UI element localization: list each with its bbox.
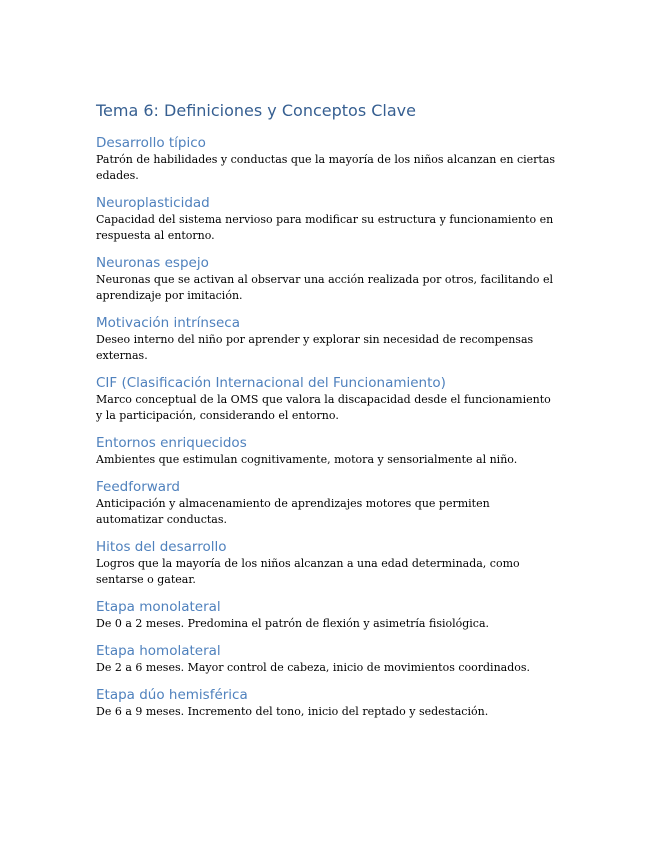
term-definition: De 2 a 6 meses. Mayor control de cabeza, inicio de movimientos coordinados. — [96, 661, 531, 674]
term-definition: Logros que la mayoría de los niños alcanzan a una edad determinada, como sentarse o gatear. — [96, 557, 520, 586]
definition-entry — [96, 374, 566, 424]
definition-entry — [96, 538, 566, 588]
term-definition: De 0 a 2 meses. Predomina el patrón de flexión y asimetría fisiológica. — [96, 617, 490, 630]
term-definition: Ambientes que estimulan cognitivamente, motora y sensorialmente al niño. — [96, 453, 518, 466]
term-heading: Etapa homolateral — [96, 643, 221, 659]
term-heading: Etapa monolateral — [96, 599, 221, 615]
term-definition: Capacidad del sistema nervioso para modificar su estructura y funcionamiento en respuesta al entorno. — [96, 213, 554, 242]
term-definition: Anticipación y almacenamiento de aprendizajes motores que permiten automatizar conductas. — [96, 497, 490, 526]
definition-entry — [96, 254, 566, 304]
term-heading: Neuroplasticidad — [96, 195, 210, 211]
term-definition: Patrón de habilidades y conductas que la mayoría de los niños alcanzan en ciertas edades. — [96, 153, 556, 182]
term-heading: Entornos enriquecidos — [96, 435, 247, 451]
term-heading: Neuronas espejo — [96, 255, 209, 271]
term-heading: Etapa dúo hemisférica — [96, 687, 248, 703]
term-heading: CIF (Clasificación Internacional del Funcionamiento) — [96, 375, 446, 391]
definition-entry — [96, 478, 566, 528]
term-heading: Desarrollo típico — [96, 135, 206, 151]
definition-entry — [96, 134, 566, 184]
definition-entry — [96, 686, 566, 720]
term-definition: De 6 a 9 meses. Incremento del tono, inicio del reptado y sedestación. — [96, 705, 489, 718]
term-definition: Marco conceptual de la OMS que valora la discapacidad desde el funcionamiento y la participación, considerando el entorno. — [96, 393, 551, 422]
definition-entry — [96, 598, 566, 632]
definition-entry — [96, 434, 566, 468]
page-title: Tema 6: Definiciones y Conceptos Clave — [96, 101, 416, 120]
term-heading: Hitos del desarrollo — [96, 539, 227, 555]
definition-entry — [96, 642, 566, 676]
term-definition: Deseo interno del niño por aprender y explorar sin necesidad de recompensas externas. — [96, 333, 534, 362]
term-heading: Motivación intrínseca — [96, 315, 240, 331]
definition-entry — [96, 194, 566, 244]
term-definition: Neuronas que se activan al observar una acción realizada por otros, facilitando el aprendizaje por imitación. — [96, 273, 554, 302]
term-heading: Feedforward — [96, 479, 180, 495]
document-page — [96, 100, 566, 730]
definition-entry — [96, 314, 566, 364]
